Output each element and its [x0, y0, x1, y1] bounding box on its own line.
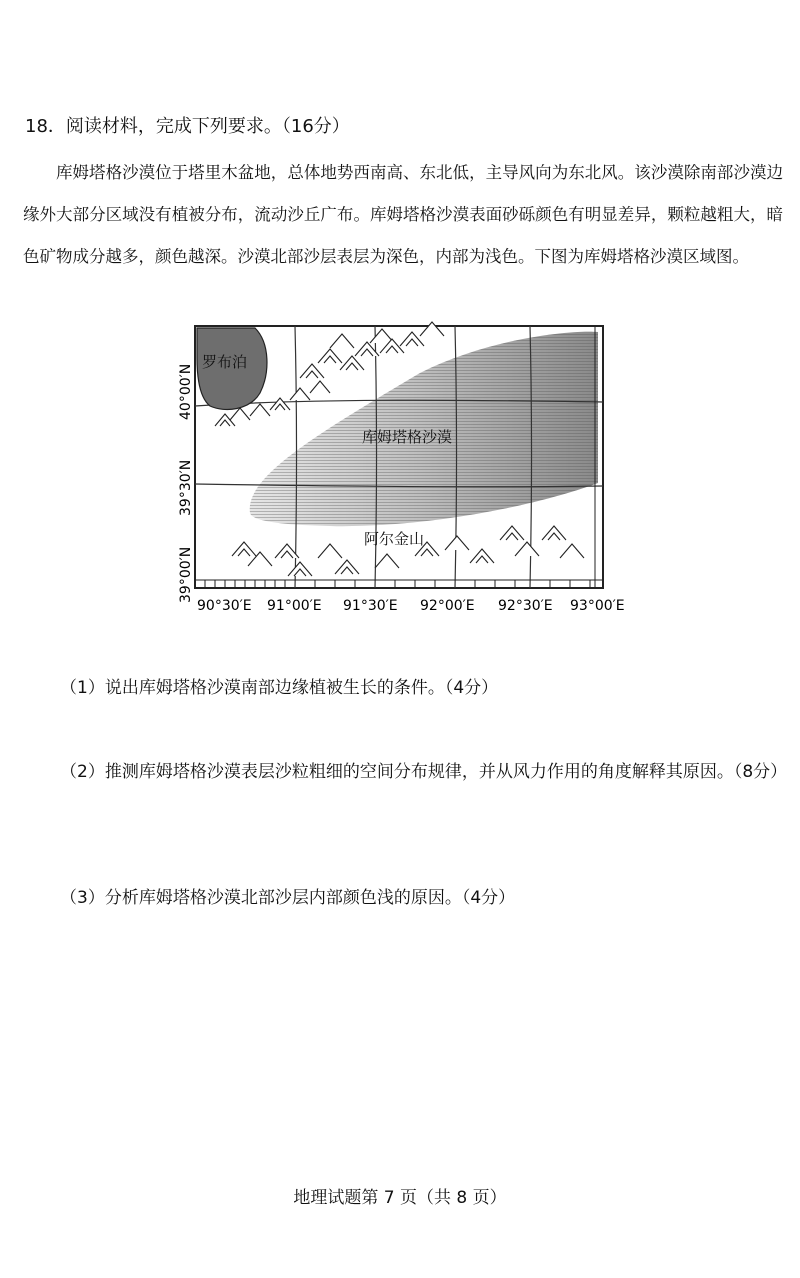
question-title: 18．阅读材料，完成下列要求。（16分） — [25, 116, 350, 137]
page-footer: 地理试题第 7 页（共 8 页） — [293, 1188, 507, 1208]
lat-label-39: 39°00′N — [178, 546, 194, 603]
material-paragraph: 库姆塔格沙漠位于塔里木盆地，总体地势西南高、东北低，主导风向为东北风。该沙漠除南部沙漠边缘外大部分区域没有植被分布，流动沙丘广布。库姆塔格沙漠表面砂砾颜色有明显差异，颗粒越粗大，暗色矿物成分越多，颜色越深。沙漠北部沙层表层为深色，内部为浅色。下图为库姆塔格沙漠区域图。 — [23, 163, 783, 266]
lat-label-40: 40°00′N — [178, 363, 194, 420]
sub-question-2: （2）推测库姆塔格沙漠表层沙粒粗细的空间分布规律，并从风力作用的角度解释其原因。（8分） — [60, 762, 788, 782]
desert-label: 库姆塔格沙漠 — [362, 428, 453, 446]
lat-label-39-30: 39°30′N — [178, 459, 194, 516]
lon-label-92-00: 92°00′E — [420, 598, 475, 614]
lon-label-93-00: 93°00′E — [570, 598, 625, 614]
lon-label-91-00: 91°00′E — [267, 598, 322, 614]
sub-question-3: （3）分析库姆塔格沙漠北部沙层内部颜色浅的原因。（4分） — [60, 888, 516, 908]
sub-question-1: （1）说出库姆塔格沙漠南部边缘植被生长的条件。（4分） — [60, 678, 499, 698]
lake-label: 罗布泊 — [202, 353, 248, 371]
lon-label-90-30: 90°30′E — [197, 598, 252, 614]
lon-label-91-30: 91°30′E — [343, 598, 398, 614]
mountain-label: 阿尔金山 — [364, 530, 425, 548]
desert-region-map — [170, 318, 640, 618]
reading-material — [23, 152, 783, 278]
lon-label-92-30: 92°30′E — [498, 598, 553, 614]
